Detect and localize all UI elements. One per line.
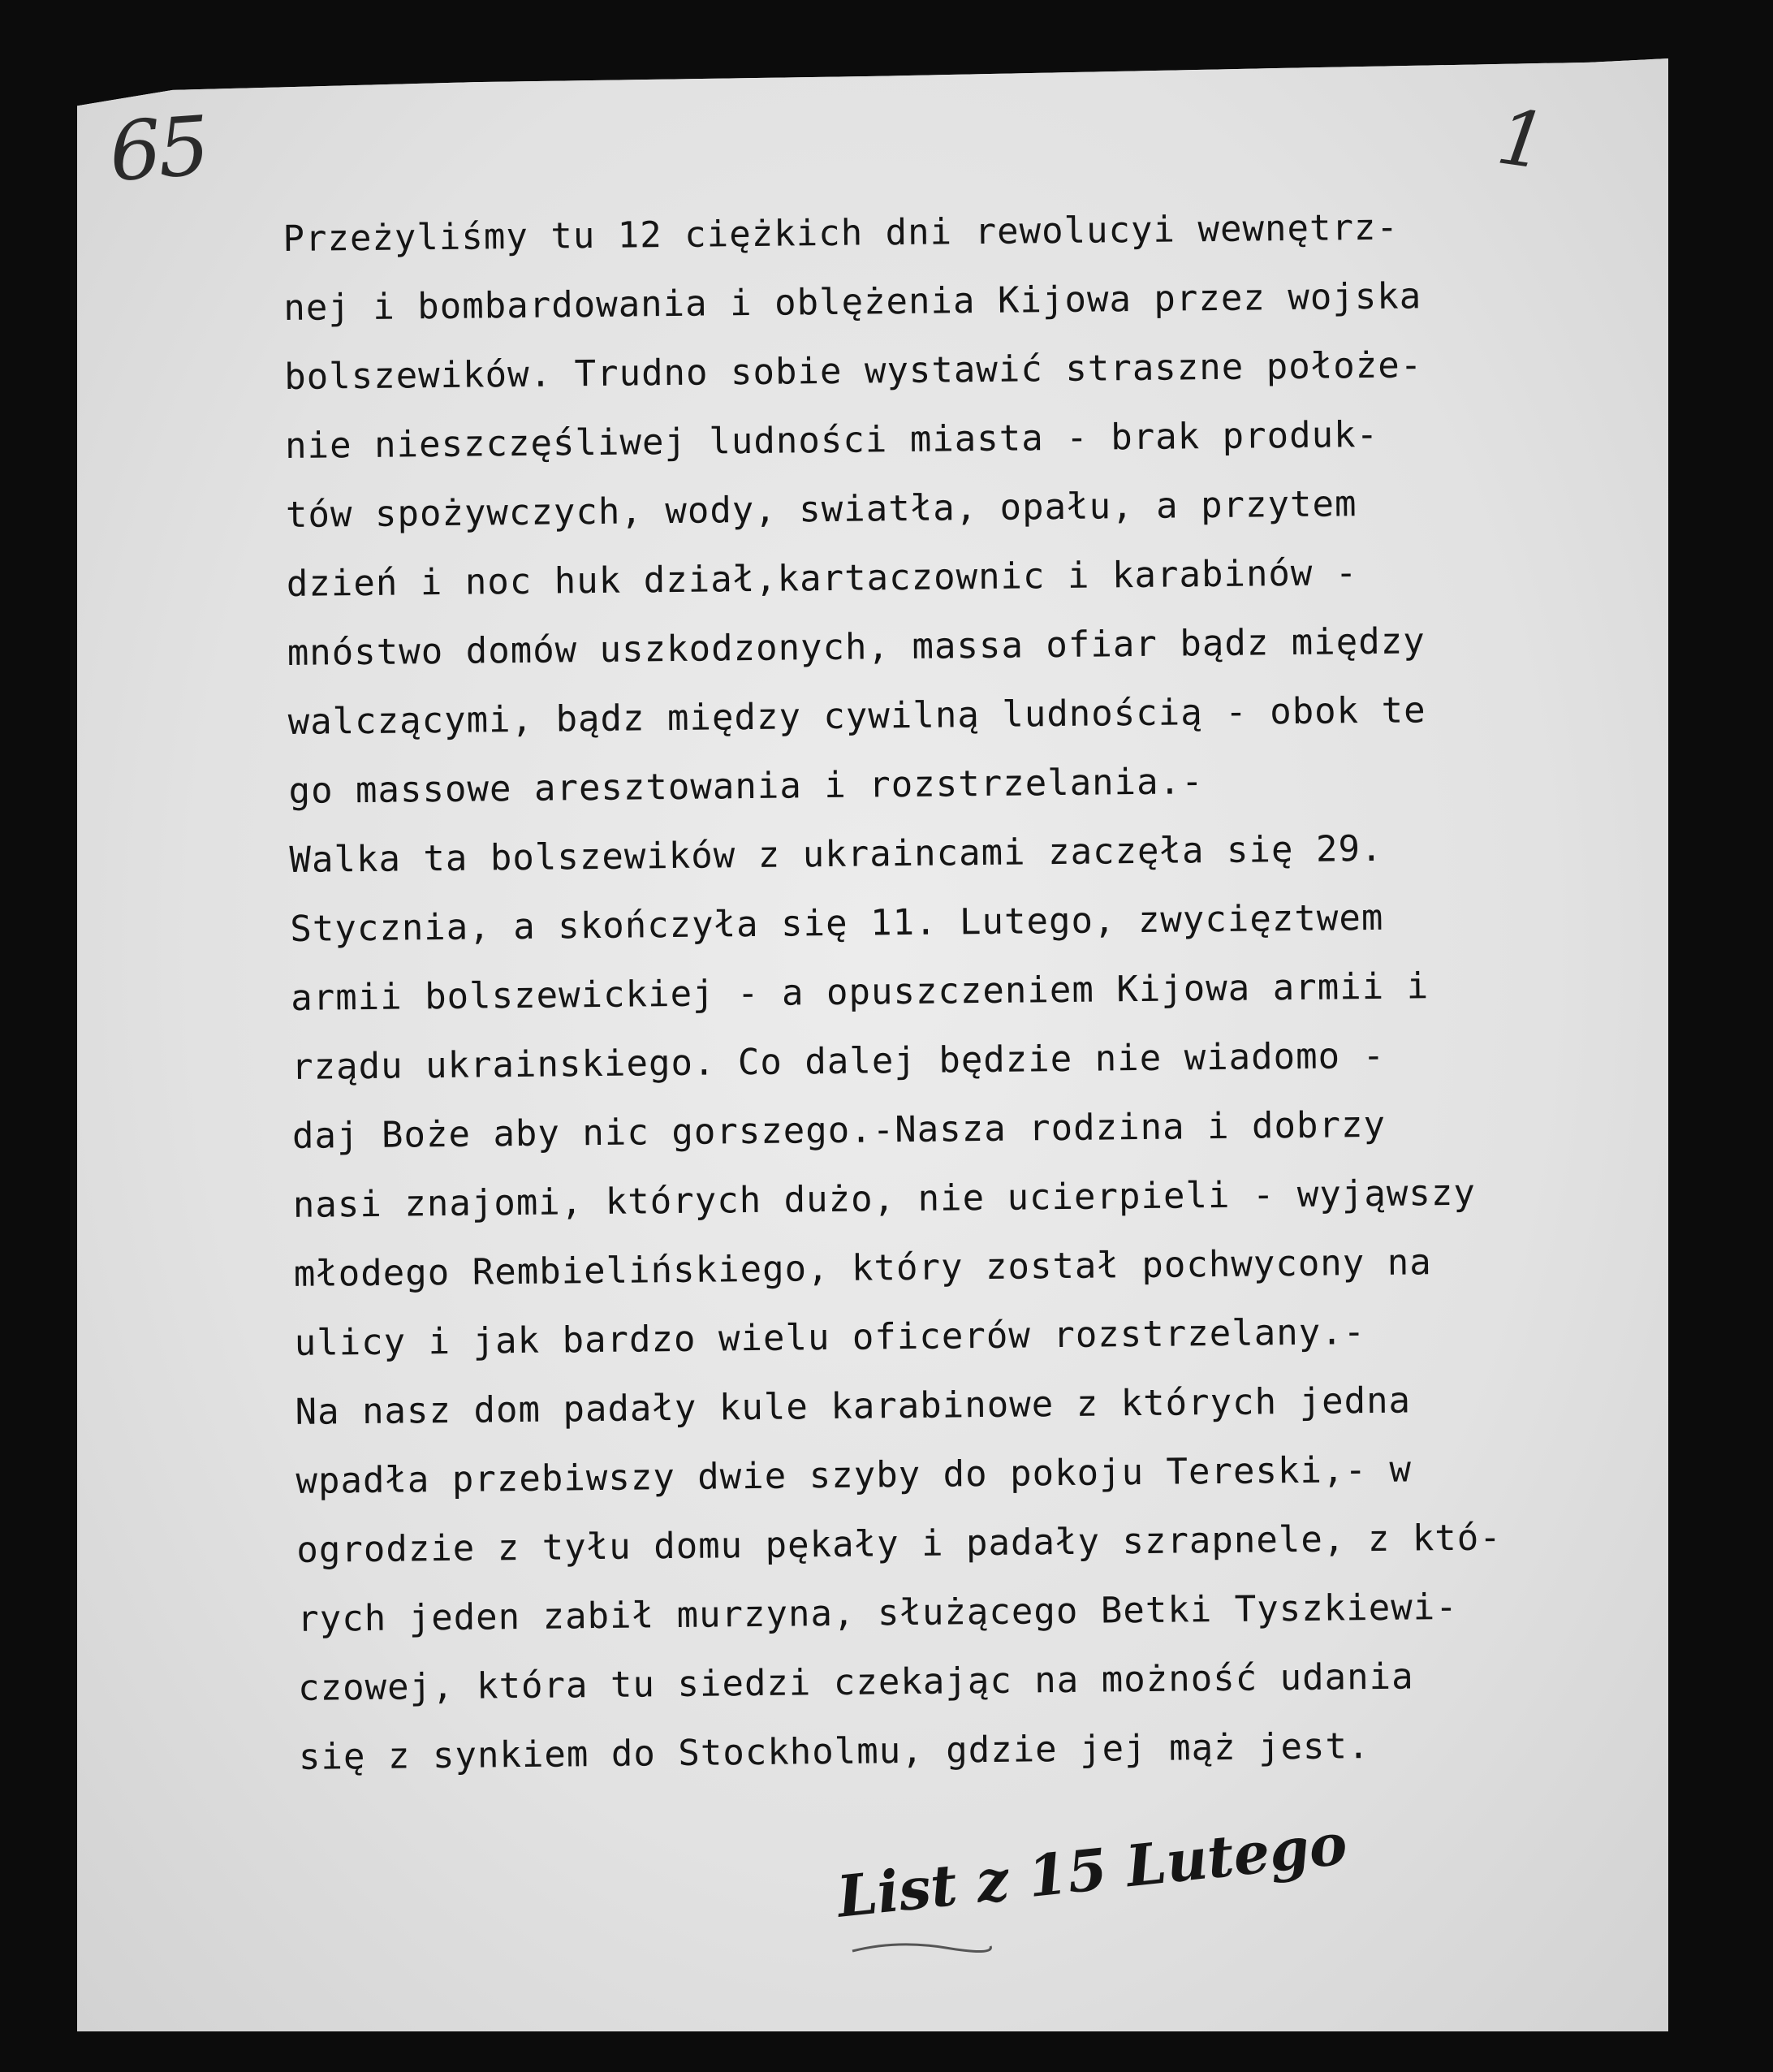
text-line: go massowe aresztowania i rozstrzelania.- [288,761,1204,812]
text-line: czowej, która tu siedzi czekając na możność udania [297,1655,1414,1709]
text-line: mnóstwo domów uszkodzonych, massa ofiar bądz między [287,620,1426,674]
text-line: Walka ta bolszewików z ukraincami zaczęła się 29. [289,827,1383,881]
text-line: dzień i noc huk dział,kartaczownic i karabinów - [286,552,1358,605]
text-line: młodego Rembielińskiego, który został pochwycony na [293,1241,1433,1295]
text-line: nej i bombardowania i oblężenia Kijowa przez wojska [283,275,1422,329]
text-line: Na nasz dom padały kule karabinowe z których jedna [295,1379,1412,1433]
text-line: walczącymi, bądz między cywilną ludnością - obok te [287,689,1426,743]
text-line: Przeżyliśmy tu 12 ciężkich dni rewolucyi wewnętrz- [283,206,1400,260]
text-line: nie nieszczęśliwej ludności miasta - brak produk- [284,413,1379,467]
text-line: rządu ukrainskiego. Co dalej będzie nie wiadomo - [291,1034,1386,1088]
text-line: ogrodzie z tyłu domu pękały i padały szrapnele, z któ- [296,1517,1503,1571]
text-line: wpadła przebiwszy dwie szyby do pokoju Tereski,- w [296,1448,1413,1502]
text-line: daj Boże aby nic gorszego.-Nasza rodzina i dobrzy [291,1103,1387,1157]
text-line: Stycznia, a skończyła się 11. Lutego, zwycięztwem [290,896,1384,950]
text-line: ulicy i jak bardzo wielu oficerów rozstrzelany.- [294,1311,1366,1364]
text-line: się z synkiem do Stockholmu, gdzie jej mąż jest. [298,1725,1370,1778]
text-line: rych jeden zabił murzyna, służącego Betki Tyszkiewi- [296,1586,1458,1640]
archive-number: 65 [106,97,210,201]
letter-body [283,190,1679,1792]
text-line: tów spożywczych, wody, swiatła, opału, a przytem [285,483,1357,536]
handwritten-date-note: List z 15 Lutego [834,1810,1351,1931]
text-line: bolszewików. Trudno sobie wystawić straszne położe- [283,344,1423,398]
text-line: armii bolszewickiej - a opuszczeniem Kijowa armii i [290,965,1430,1019]
flourish-mark [848,1936,994,1961]
page-number: 1 [1491,93,1553,188]
text-line: nasi znajomi, których dużo, nie ucierpieli - wyjąwszy [292,1172,1477,1226]
